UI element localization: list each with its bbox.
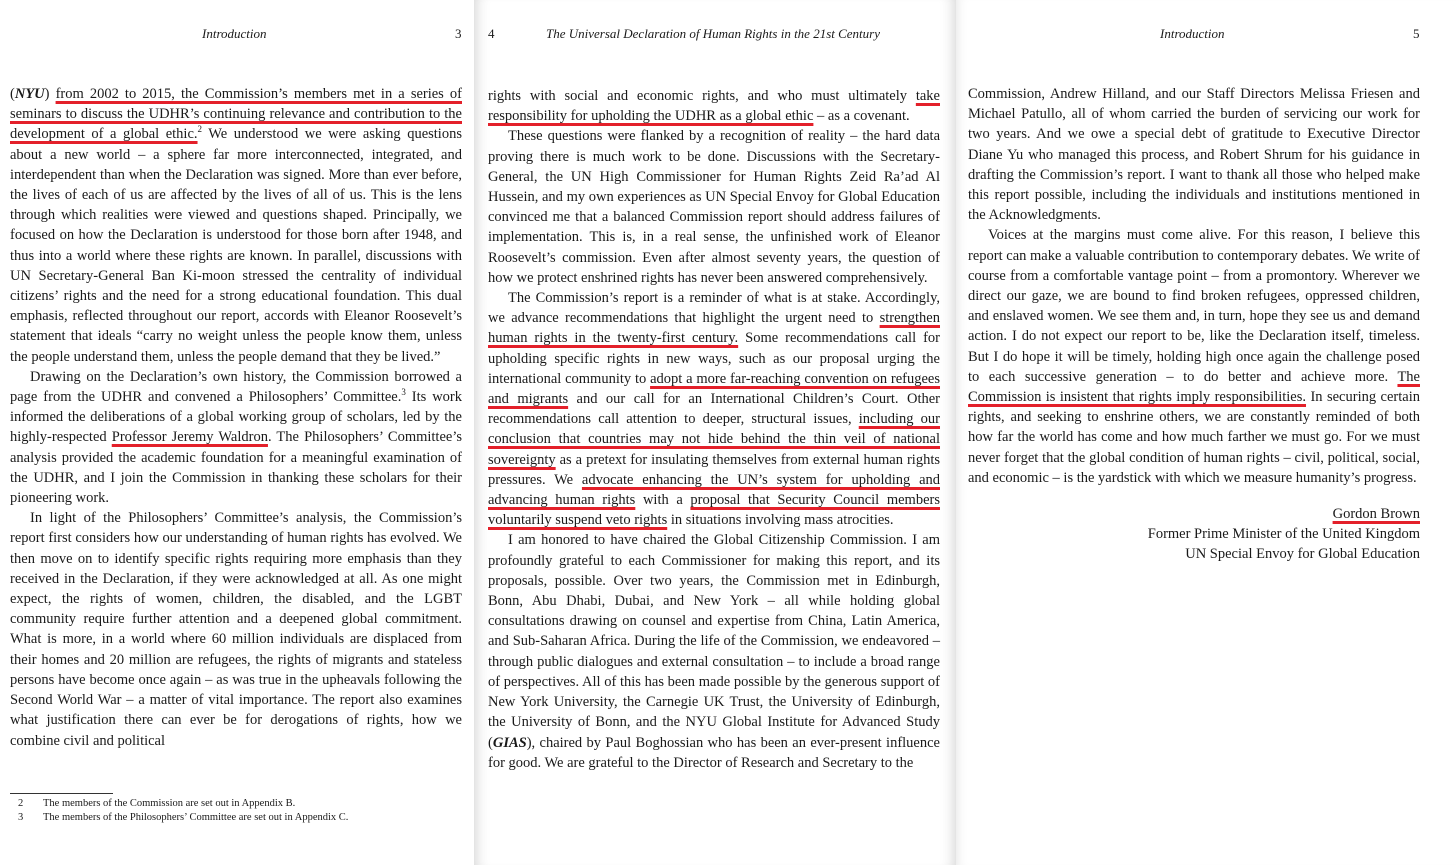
footnote-number: 2 [18, 798, 24, 809]
text-run: rights with social and economic rights, and who must ultimately [488, 88, 916, 104]
paragraph [10, 508, 462, 750]
paragraph [968, 84, 1420, 225]
body-text [968, 84, 1420, 565]
text-run: ) [44, 86, 56, 102]
footnote [10, 797, 460, 811]
text-run: The Commission’s report is a reminder of what is at stake. Accordingly, we advance recommendations that highlight the urgent need to [488, 290, 940, 327]
text-run: We understood we were asking questions about a new world – a sphere far more interconnected, integrated, and interdependent than when the Declaration was signed. More than ever before, the lives of each of us are affected by the lives of all of us. This is the lens through which realities were viewed and questions shaped. Principally, we focused on how the Declaration is understood for those born after 1948, and thus into a world where these rights are known. In parallel, discussions with UN Secretary-General Ban Ki-moon stressed the centrality of individual citizens’ rights and the need for a strong educational foundation. This dual emphasis, reflected throughout our report, accords with Eleanor Roosevelt’s statement that ideals “carry no weight unless the people know them, unless the people understand them, unless the people demand that they be lived.” [10, 126, 462, 365]
text-run: In securing certain rights, and seeking to enshrine others, we are constantly reminded of both how far the world has come and how much farther we must go. For we must never forget that the global condition of human rights – civil, political, social, and economic – is the yardstick with which we measure humanity’s progress. [968, 389, 1420, 486]
footnote-text: The members of the Philosophers’ Committee are set out in Appendix C. [43, 812, 349, 823]
body-text [10, 84, 462, 751]
body-text [488, 86, 940, 773]
signature-block [968, 504, 1420, 565]
paragraph [968, 225, 1420, 488]
running-head: Introduction [202, 26, 267, 41]
highlighted-text: adopt a more far-reaching convention on refugees and migrants [488, 370, 940, 408]
highlighted-text: The Commission is insistent that rights imply responsibilities. [968, 368, 1420, 406]
text-run: in situations involving mass atrocities. [667, 512, 894, 529]
page-number: 4 [488, 26, 495, 41]
signatory-title: Former Prime Minister of the United Kingdom [1147, 526, 1420, 543]
paragraph [488, 126, 940, 288]
text-run: GIAS [492, 734, 527, 751]
highlighted-text: take responsibility for upholding the UDHR as a global ethic [488, 88, 940, 125]
highlighted-text: strengthen human rights in the twenty-first century. [488, 310, 940, 347]
paragraph [10, 367, 462, 508]
highlighted-text: Professor Jeremy Waldron [111, 429, 268, 446]
text-run: I am honored to have chaired the Global Citizenship Commission. I am profoundly grateful to each Commissioner for making this report, and its proposals, possible. Over two years, the Commission met in Edinburgh, Bonn, Abu Dhabi, Dubai, and New York – all while holding global consultations drawing on counsel and expertise from China, Latin America, and Sub-Saharan Africa. During the life of the Commission, we endeavored – through public dialogues and external consultation – to include a broad range of perspectives. All of this has been made possible by the generous support of New York University, the Carnegie UK Trust, the University of Edinburgh, the University of Bonn, and the NYU Global Institute for Advanced Study ( [488, 532, 940, 751]
running-head: The Universal Declaration of Human Rights in the 21st Century [546, 26, 881, 41]
footnote-ref: 2 [197, 124, 203, 135]
text-run: . The Philosophers’ Committee’s analysis provided the academic foundation for a meaningful examination of the UDHR, and I join the Commission in thanking these scholars for their pioneering work. [10, 429, 462, 507]
highlighted-text: from 2002 to 2015, the Commission’s members met in a series of seminars to discuss the UDHR’s continuing relevance and contribution to the development of a global ethic. [10, 86, 462, 143]
page-number: 3 [455, 26, 462, 41]
text-run: These questions were flanked by a recognition of reality – the hard data proving there is much work to be done. Discussions with the Secretary-General, the UN High Commissioner for Human Rights Zeid Ra’ad Al Hussein, and my own experiences as UN Special Envoy for Global Education convinced me that a balanced Commission report should address failures of implementation. This is, in a real sense, the unfinished work of Eleanor Roosevelt’s commission. Even after almost seventy years, the question of how we protect enshrined rights has never been answered comprehensively. [488, 128, 940, 286]
text-run: In light of the Philosophers’ Committee’s analysis, the Commission’s report first considers how our understanding of human rights has evolved. We then move on to identify specific rights requiring more emphasis than they received in the Declaration, if they were acknowledged at all. As one might expect, the rights of women, children, the disabled, and the LGBT community require further attention and a deepened global commitment. What is more, in a world where 60 million individuals are displaced from their homes and 20 million are refugees, the rights of migrants and stateless persons have become once again – as was true in the upheavals following the Second World War – a matter of vital importance. The report also examines what justification there can ever be for derogations of rights, how we combine civil and political [10, 510, 462, 749]
text-run: ), chaired by Paul Boghossian who has been an ever-present influence for good. We are grateful to the Director of Research and Secretary to the [488, 734, 940, 771]
body-paragraphs [968, 84, 1420, 488]
text-run: Drawing on the Declaration’s own history, the Commission borrowed a page from the UDHR and convened a Philosophers’ Committee. [10, 368, 462, 406]
book-page-middle [474, 0, 956, 865]
text-run: Its work informed the deliberations of a global working group of scholars, led by the highly-respected [10, 389, 462, 446]
page-number: 5 [1413, 26, 1420, 41]
footnote-text: The members of the Commission are set out in Appendix B. [43, 798, 296, 809]
signatory-name: Gordon Brown [1332, 506, 1420, 523]
highlighted-text: advocate enhancing the UN’s system for upholding and advancing human rights [488, 471, 940, 509]
text-run: Voices at the margins must come alive. For this reason, I believe this report can make a valuable contribution to contemporary debates. We write of course from a comfortable vantage point – from a promontory. Wherever we direct our gaze, we are bound to find broken refugees, oppressed children, and enslaved women. We see them and, in turn, hope they see us and demand action. I do not expect our report to be, like the Declaration itself, timeless. But I do hope it will be timely, holding high once again the challenge posed to each successive generation – to do better and achieve more. [968, 227, 1420, 385]
text-run: as a pretext for insulating themselves from external human rights pressures. We [488, 451, 940, 488]
paragraph [488, 530, 940, 772]
footnote-number: 3 [18, 812, 24, 823]
text-run: ( [10, 86, 15, 102]
paragraph [488, 288, 940, 530]
book-page-right [956, 0, 1456, 865]
text-run: Commission, Andrew Hilland, and our Staff Directors Melissa Friesen and Michael Patullo, all of whom carried the burden of servicing our work for two years. And we owe a special debt of gratitude to Executive Director Diane Yu who managed this process, and Robert Shrum for his guidance in drafting the Commission’s report. I want to thank all those who helped make this report possible, including the individuals and institutions mentioned in the Acknowledgments. [968, 86, 1420, 224]
text-run: and our call for an International Children’s Court. Other recommendations call attention to deeper, structural issues, [488, 391, 940, 428]
signatory-title: UN Special Envoy for Global Education [1185, 546, 1420, 563]
book-page-left [0, 0, 474, 865]
text-run: – as a covenant. [813, 108, 910, 125]
text-run: NYU [14, 86, 45, 102]
footnote-rule [10, 793, 113, 794]
footnote [10, 811, 460, 825]
footnotes [10, 797, 460, 825]
paragraph [488, 86, 940, 126]
paragraph [10, 84, 462, 367]
running-head: Introduction [1160, 26, 1225, 41]
highlighted-text: including our conclusion that countries may not hide behind the thin veil of national sovereignty [488, 411, 940, 468]
highlighted-text: proposal that Security Council members voluntarily suspend veto rights [488, 492, 940, 529]
footnote-ref: 3 [401, 387, 406, 398]
text-run: with a [635, 492, 691, 509]
text-run: Some recommendations call for upholding specific rights in new ways, such as our proposal urging the international community to [488, 330, 940, 387]
